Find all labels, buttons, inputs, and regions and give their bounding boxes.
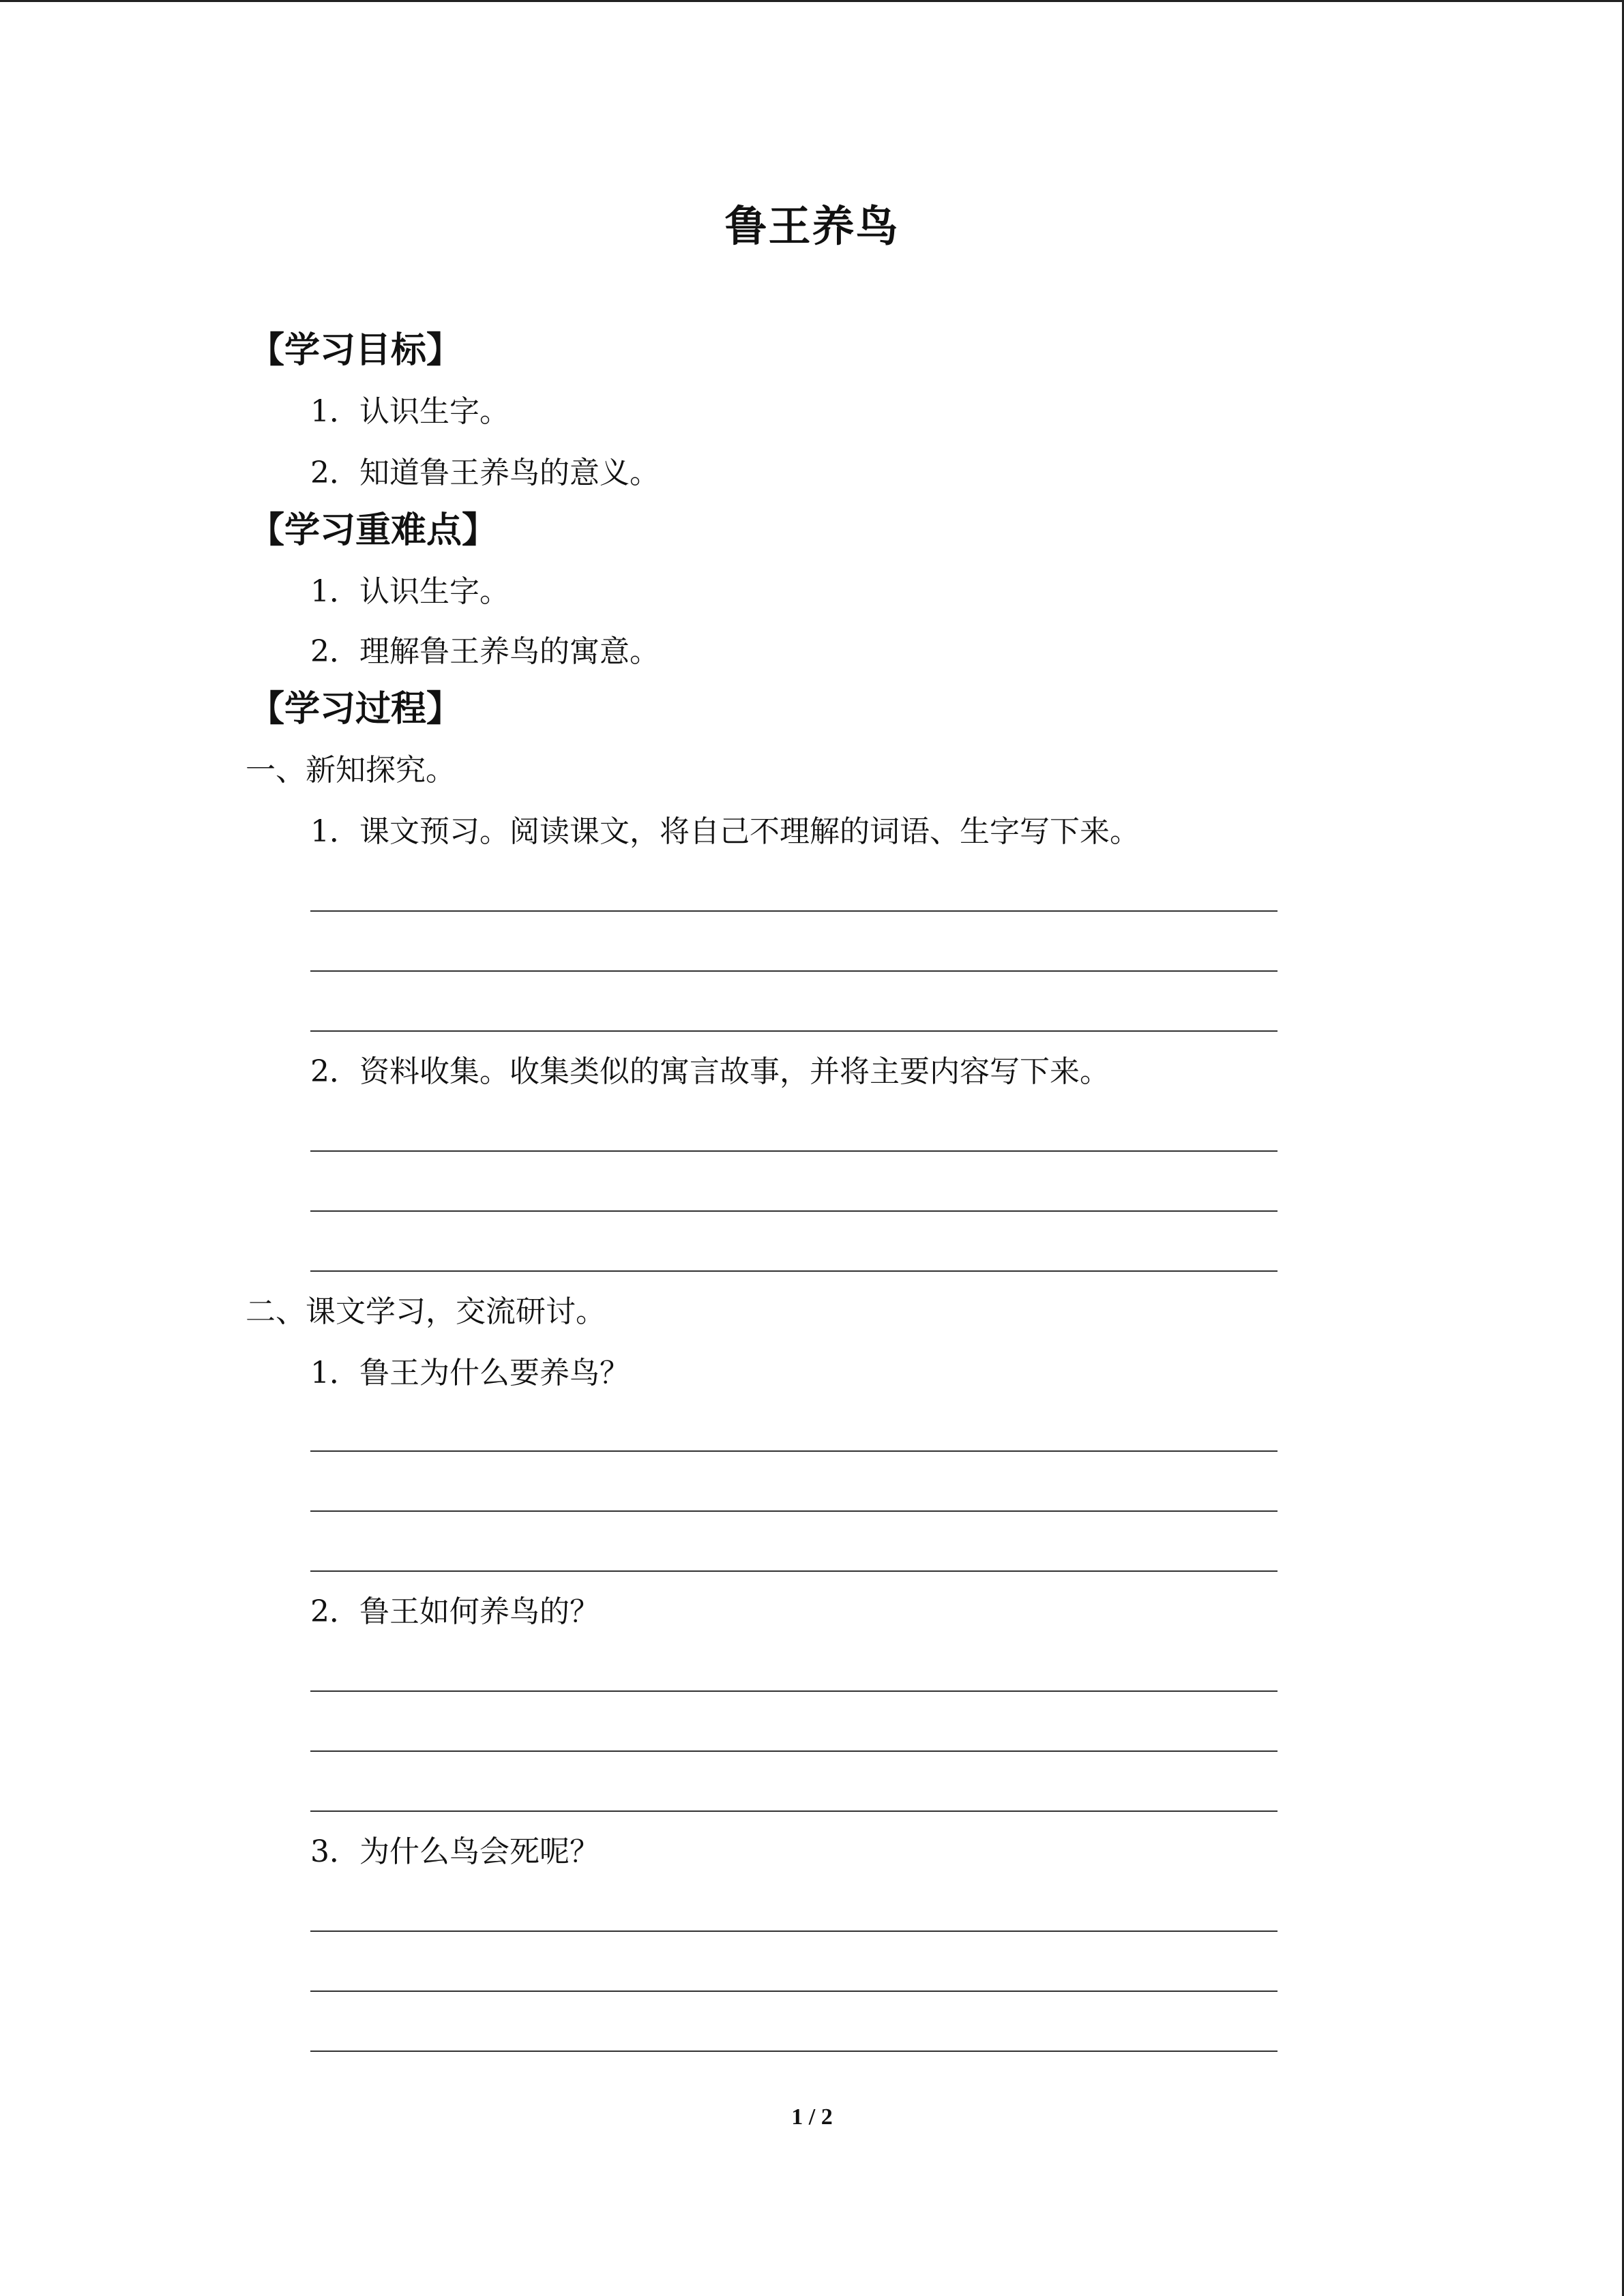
part1-question-2: 2．资料收集。收集类似的寓言故事，并将主要内容写下来。: [310, 1054, 1110, 1089]
answer-line[interactable]: [310, 910, 1278, 912]
objectives-heading: 【学习目标】: [249, 330, 462, 371]
part2-title: 二、课文学习，交流研讨。: [246, 1294, 606, 1329]
answer-line[interactable]: [310, 1930, 1278, 1932]
answer-line[interactable]: [310, 1810, 1278, 1812]
answer-line[interactable]: [310, 2051, 1278, 2052]
part2-question-2: 2．鲁王如何养鸟的？: [310, 1594, 600, 1629]
answer-line[interactable]: [310, 1150, 1278, 1152]
process-heading: 【学习过程】: [249, 689, 462, 730]
answer-line[interactable]: [310, 1510, 1278, 1512]
answer-line[interactable]: [310, 1450, 1278, 1452]
key-points-heading: 【学习重难点】: [249, 510, 498, 551]
answer-line[interactable]: [310, 1991, 1278, 1992]
page-number: 1 / 2: [791, 2104, 833, 2130]
part2-question-1: 1．鲁王为什么要养鸟？: [310, 1356, 630, 1390]
answer-line[interactable]: [310, 970, 1278, 972]
part1-question-1: 1．课文预习。阅读课文，将自己不理解的词语、生字写下来。: [310, 814, 1140, 849]
objective-item-2: 2．知道鲁王养鸟的意义。: [310, 456, 660, 490]
answer-line[interactable]: [310, 1750, 1278, 1752]
objective-item-1: 1．认识生字。: [310, 394, 510, 429]
document-title: 鲁王养鸟: [724, 201, 900, 251]
page-border-top: [0, 0, 1624, 2]
part2-question-3: 3．为什么鸟会死呢？: [310, 1834, 600, 1869]
answer-line[interactable]: [310, 1690, 1278, 1692]
answer-line[interactable]: [310, 1570, 1278, 1572]
answer-line[interactable]: [310, 1270, 1278, 1272]
key-point-item-2: 2．理解鲁王养鸟的寓意。: [310, 634, 660, 669]
part1-title: 一、新知探究。: [246, 753, 456, 788]
answer-line[interactable]: [310, 1030, 1278, 1032]
key-point-item-1: 1．认识生字。: [310, 574, 510, 609]
answer-line[interactable]: [310, 1210, 1278, 1212]
